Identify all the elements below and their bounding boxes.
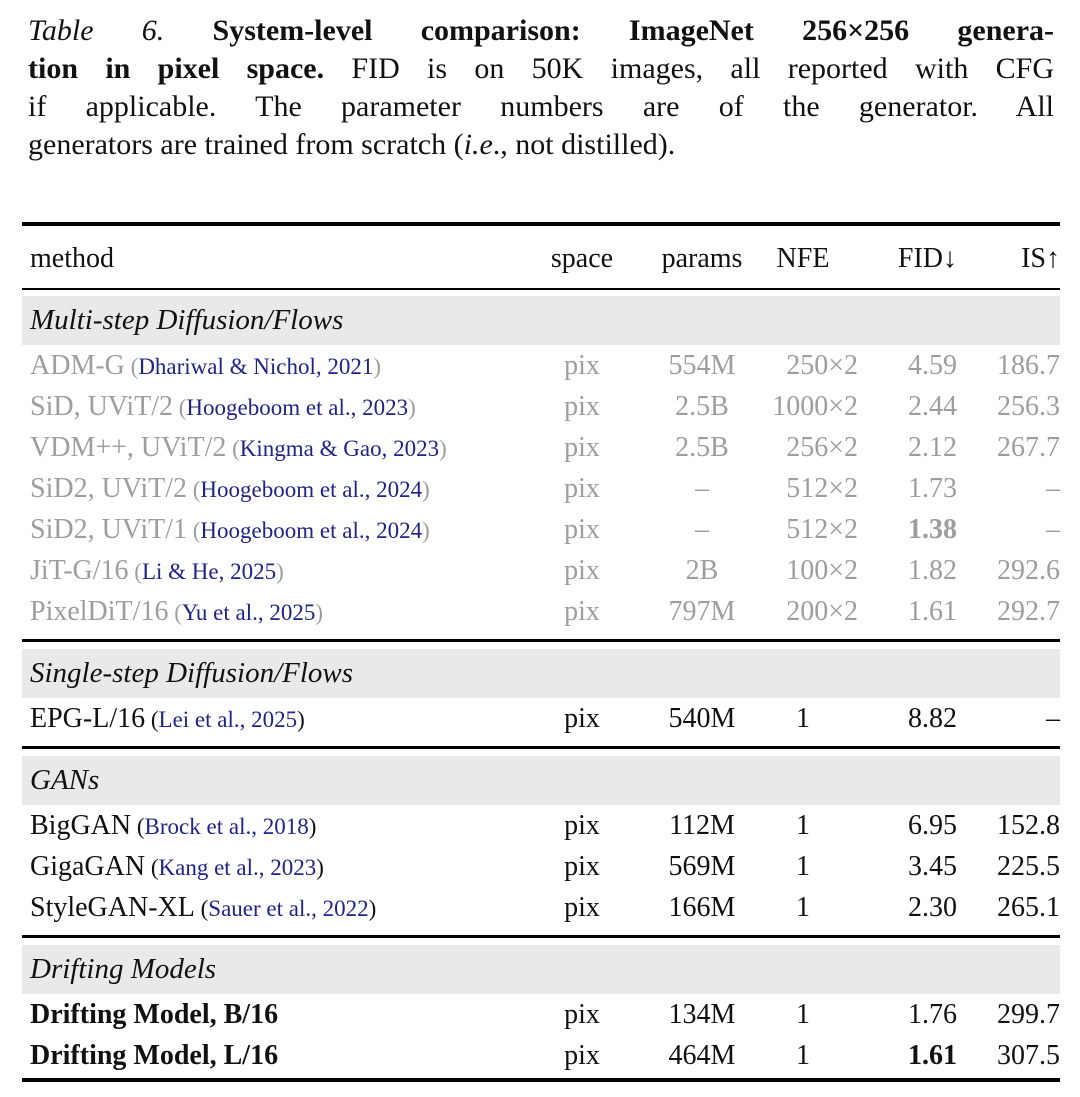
method-citation: (Kang et al., 2023) <box>145 854 324 880</box>
caption-text-segment: i.e <box>463 128 493 161</box>
params-cell: 554M <box>668 349 736 381</box>
method-citation: (Hoogeboom et al., 2024) <box>187 517 430 543</box>
caption-text-segment: Table 6. <box>28 14 165 47</box>
citation-link[interactable]: Li & He, 2025 <box>141 558 277 584</box>
method-cell <box>22 999 547 1031</box>
section-separator-rule <box>22 746 1060 749</box>
fid-cell: 2.44 <box>908 390 957 422</box>
caption-text-segment: ., not distilled). <box>492 128 676 161</box>
method-citation: (Lei et al., 2025) <box>145 706 305 732</box>
citation-link[interactable]: Dhariwal & Nichol, 2021 <box>138 353 374 379</box>
params-cell: 2.5B <box>675 431 729 463</box>
params-cell: 134M <box>668 998 736 1030</box>
fid-cell: 1.73 <box>908 472 957 504</box>
table-bottom-rule <box>22 1078 1060 1082</box>
space-cell: pix <box>564 390 600 422</box>
method-cell <box>22 391 547 423</box>
method-citation: (Yu et al., 2025) <box>168 599 324 625</box>
method-citation: (Hoogeboom et al., 2023) <box>173 394 416 420</box>
fid-cell: 1.82 <box>908 554 957 586</box>
params-cell: 2.5B <box>675 390 729 422</box>
method-citation: (Brock et al., 2018) <box>131 813 317 839</box>
caption-text-segment: if applicable. The parameter numbers are of the generator. All <box>28 90 1054 123</box>
nfe-cell: 250×2 <box>786 349 858 381</box>
table-row <box>22 591 1060 632</box>
method-cell <box>22 473 547 505</box>
method-cell <box>22 892 547 924</box>
method-name: Drifting Model, B/16 <box>30 998 279 1030</box>
params-cell: 797M <box>668 595 736 627</box>
section-header: Multi-step Diffusion/Flows <box>22 296 1060 345</box>
params-cell: 112M <box>669 809 735 841</box>
fid-cell: 2.12 <box>908 431 957 463</box>
fid-cell: 1.76 <box>908 998 957 1030</box>
citation-link[interactable]: Kang et al., 2023 <box>158 854 317 880</box>
method-name: EPG-L/16 <box>30 702 146 734</box>
fid-cell: 4.59 <box>908 349 957 381</box>
method-name: SiD2, UViT/1 <box>30 513 187 545</box>
header-bottom-rule <box>22 288 1060 290</box>
section-header: Single-step Diffusion/Flows <box>22 649 1060 698</box>
space-cell: pix <box>564 702 600 734</box>
method-name: StyleGAN-XL <box>30 891 195 923</box>
table-row <box>22 887 1060 928</box>
method-cell <box>22 703 547 735</box>
table-row <box>22 1035 1060 1076</box>
caption-text-segment: tion in pixel space. <box>28 52 325 85</box>
caption-line <box>28 88 1054 126</box>
is-cell: – <box>1046 702 1060 734</box>
caption-text-segment: System-level comparison: ImageNet 256×256 genera- <box>212 14 1054 47</box>
is-cell: 307.5 <box>997 1039 1060 1071</box>
column-header-is: IS↑ <box>1021 243 1060 274</box>
nfe-cell: 1 <box>796 891 810 923</box>
table-row <box>22 509 1060 550</box>
method-name: GigaGAN <box>30 850 146 882</box>
is-cell: 292.6 <box>997 554 1060 586</box>
comparison-table <box>22 222 1060 1082</box>
space-cell: pix <box>564 554 600 586</box>
table-row <box>22 386 1060 427</box>
is-cell: 267.7 <box>997 431 1060 463</box>
method-cell <box>22 851 547 883</box>
section-header: Drifting Models <box>22 945 1060 994</box>
method-cell <box>22 810 547 842</box>
is-cell: 186.7 <box>997 349 1060 381</box>
fid-cell: 1.61 <box>908 1039 957 1071</box>
params-cell: 569M <box>668 850 736 882</box>
section-separator-rule <box>22 935 1060 938</box>
params-cell: 540M <box>668 702 736 734</box>
fid-cell: 1.38 <box>908 513 957 545</box>
table-row <box>22 805 1060 846</box>
space-cell: pix <box>564 998 600 1030</box>
method-name: BigGAN <box>30 809 132 841</box>
caption-line <box>28 12 1054 50</box>
citation-link[interactable]: Sauer et al., 2022 <box>208 895 369 921</box>
is-cell: – <box>1046 472 1060 504</box>
column-header-method: method <box>30 243 114 274</box>
space-cell: pix <box>564 809 600 841</box>
table-row <box>22 846 1060 887</box>
method-citation: (Hoogeboom et al., 2024) <box>187 476 430 502</box>
method-cell <box>22 432 547 464</box>
table-caption <box>28 12 1054 164</box>
is-cell: 292.7 <box>997 595 1060 627</box>
method-cell <box>22 1040 547 1072</box>
caption-text-segment <box>164 14 212 47</box>
table-row <box>22 427 1060 468</box>
nfe-cell: 512×2 <box>786 472 858 504</box>
nfe-cell: 1 <box>796 809 810 841</box>
nfe-cell: 512×2 <box>786 513 858 545</box>
nfe-cell: 1 <box>796 998 810 1030</box>
space-cell: pix <box>564 349 600 381</box>
params-cell: – <box>695 472 709 504</box>
method-cell <box>22 555 547 587</box>
space-cell: pix <box>564 891 600 923</box>
caption-text-segment: generators are trained from scratch ( <box>28 128 464 161</box>
nfe-cell: 1 <box>796 850 810 882</box>
method-name: ADM-G <box>30 349 125 381</box>
citation-link[interactable]: Hoogeboom et al., 2024 <box>200 476 423 502</box>
table-row <box>22 468 1060 509</box>
column-header-nfe: NFE <box>776 243 830 274</box>
space-cell: pix <box>564 1039 600 1071</box>
space-cell: pix <box>564 431 600 463</box>
caption-text-segment: FID is on 50K images, all reported with CFG <box>324 52 1054 85</box>
section-separator-rule <box>22 639 1060 642</box>
nfe-cell: 1 <box>796 1039 810 1071</box>
method-cell <box>22 350 547 382</box>
method-name: JiT-G/16 <box>30 554 129 586</box>
table-header-row <box>22 226 1060 288</box>
citation-link[interactable]: Brock et al., 2018 <box>144 813 309 839</box>
fid-cell: 3.45 <box>908 850 957 882</box>
section-header: GANs <box>22 756 1060 805</box>
is-cell: – <box>1046 513 1060 545</box>
method-name: SiD, UViT/2 <box>30 390 173 422</box>
citation-link[interactable]: Yu et al., 2025 <box>181 599 316 625</box>
column-header-params: params <box>661 243 743 274</box>
is-cell: 256.3 <box>997 390 1060 422</box>
params-cell: 166M <box>668 891 736 923</box>
table-row <box>22 345 1060 386</box>
column-header-fid: FID↓ <box>897 243 957 274</box>
table-row <box>22 698 1060 739</box>
method-name: PixelDiT/16 <box>30 595 169 627</box>
table-row <box>22 994 1060 1035</box>
params-cell: – <box>695 513 709 545</box>
method-citation: (Dhariwal & Nichol, 2021) <box>124 353 382 379</box>
params-cell: 464M <box>668 1039 736 1071</box>
space-cell: pix <box>564 513 600 545</box>
fid-cell: 8.82 <box>908 702 957 734</box>
nfe-cell: 1000×2 <box>772 390 858 422</box>
method-citation: (Li & He, 2025) <box>128 558 284 584</box>
column-header-space: space <box>550 243 614 274</box>
method-cell <box>22 596 547 628</box>
fid-cell: 1.61 <box>908 595 957 627</box>
is-cell: 152.8 <box>997 809 1060 841</box>
is-cell: 299.7 <box>997 998 1060 1030</box>
method-citation: (Sauer et al., 2022) <box>194 895 377 921</box>
table-row <box>22 550 1060 591</box>
is-cell: 265.1 <box>997 891 1060 923</box>
citation-link[interactable]: Lei et al., 2025 <box>158 706 298 732</box>
table-body <box>22 296 1060 1076</box>
caption-line <box>28 126 1054 164</box>
space-cell: pix <box>564 850 600 882</box>
caption-line <box>28 50 1054 88</box>
nfe-cell: 200×2 <box>786 595 858 627</box>
fid-cell: 6.95 <box>908 809 957 841</box>
method-cell <box>22 514 547 546</box>
is-cell: 225.5 <box>997 850 1060 882</box>
nfe-cell: 1 <box>796 702 810 734</box>
method-name: SiD2, UViT/2 <box>30 472 187 504</box>
fid-cell: 2.30 <box>908 891 957 923</box>
nfe-cell: 100×2 <box>786 554 858 586</box>
space-cell: pix <box>564 472 600 504</box>
citation-link[interactable]: Hoogeboom et al., 2023 <box>186 394 409 420</box>
params-cell: 2B <box>685 554 719 586</box>
nfe-cell: 256×2 <box>786 431 858 463</box>
method-name: VDM++, UViT/2 <box>30 431 227 463</box>
method-citation: (Kingma & Gao, 2023) <box>226 435 447 461</box>
method-name: Drifting Model, L/16 <box>30 1039 279 1071</box>
citation-link[interactable]: Kingma & Gao, 2023 <box>239 435 440 461</box>
space-cell: pix <box>564 595 600 627</box>
citation-link[interactable]: Hoogeboom et al., 2024 <box>200 517 423 543</box>
